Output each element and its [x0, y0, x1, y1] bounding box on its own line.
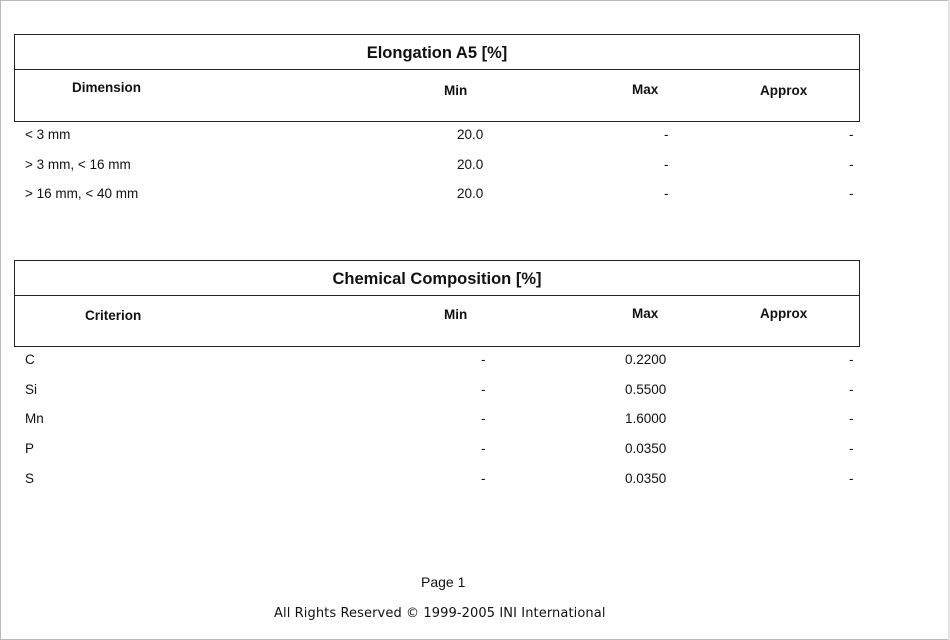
chemical-header-approx: Approx	[760, 306, 808, 321]
max-cell: 1.6000	[625, 411, 667, 426]
approx-cell: -	[849, 441, 854, 456]
table-row	[0, 352, 860, 372]
elongation-header-dimension: Dimension	[72, 80, 142, 95]
min-cell: 20.0	[457, 157, 484, 172]
max-cell: 0.0350	[625, 471, 667, 486]
table-row	[0, 382, 860, 402]
min-cell: -	[481, 441, 486, 456]
elongation-header-box	[14, 34, 860, 122]
criterion-cell: Mn	[25, 411, 44, 426]
max-cell: 0.5500	[625, 382, 667, 397]
elongation-header-min: Min	[444, 83, 468, 98]
criterion-cell: P	[25, 441, 35, 456]
max-cell: -	[664, 157, 669, 172]
approx-cell: -	[849, 186, 854, 201]
criterion-cell: C	[25, 352, 35, 367]
criterion-cell: Si	[25, 382, 38, 397]
min-cell: -	[481, 411, 486, 426]
approx-cell: -	[849, 471, 854, 486]
table-row	[0, 186, 860, 206]
approx-cell: -	[849, 352, 854, 367]
table-row	[0, 157, 860, 177]
elongation-header-max: Max	[632, 82, 659, 97]
approx-cell: -	[849, 157, 854, 172]
max-cell: -	[664, 127, 669, 142]
table-row	[0, 441, 860, 461]
min-cell: 20.0	[457, 186, 484, 201]
chemical-header-min: Min	[444, 307, 468, 322]
approx-cell: -	[849, 411, 854, 426]
dimension-cell: > 3 mm, < 16 mm	[25, 157, 131, 172]
chemical-header-box	[14, 260, 860, 347]
min-cell: -	[481, 352, 486, 367]
min-cell: -	[481, 471, 486, 486]
copyright-notice: All Rights Reserved © 1999-2005 INI International	[274, 606, 606, 621]
max-cell: -	[664, 186, 669, 201]
chemical-title: Chemical Composition [%]	[15, 261, 859, 296]
table-row	[0, 411, 860, 431]
approx-cell: -	[849, 382, 854, 397]
page-number: Page 1	[421, 574, 466, 590]
chemical-header-criterion: Criterion	[85, 308, 142, 323]
dimension-cell: > 16 mm, < 40 mm	[25, 186, 139, 201]
approx-cell: -	[849, 127, 854, 142]
table-row	[0, 471, 860, 491]
min-cell: -	[481, 382, 486, 397]
criterion-cell: S	[25, 471, 35, 486]
chemical-header-max: Max	[632, 306, 659, 321]
dimension-cell: < 3 mm	[25, 127, 71, 142]
table-row	[0, 127, 860, 147]
elongation-header-approx: Approx	[760, 83, 808, 98]
min-cell: 20.0	[457, 127, 484, 142]
max-cell: 0.0350	[625, 441, 667, 456]
elongation-title: Elongation A5 [%]	[15, 35, 859, 70]
max-cell: 0.2200	[625, 352, 667, 367]
